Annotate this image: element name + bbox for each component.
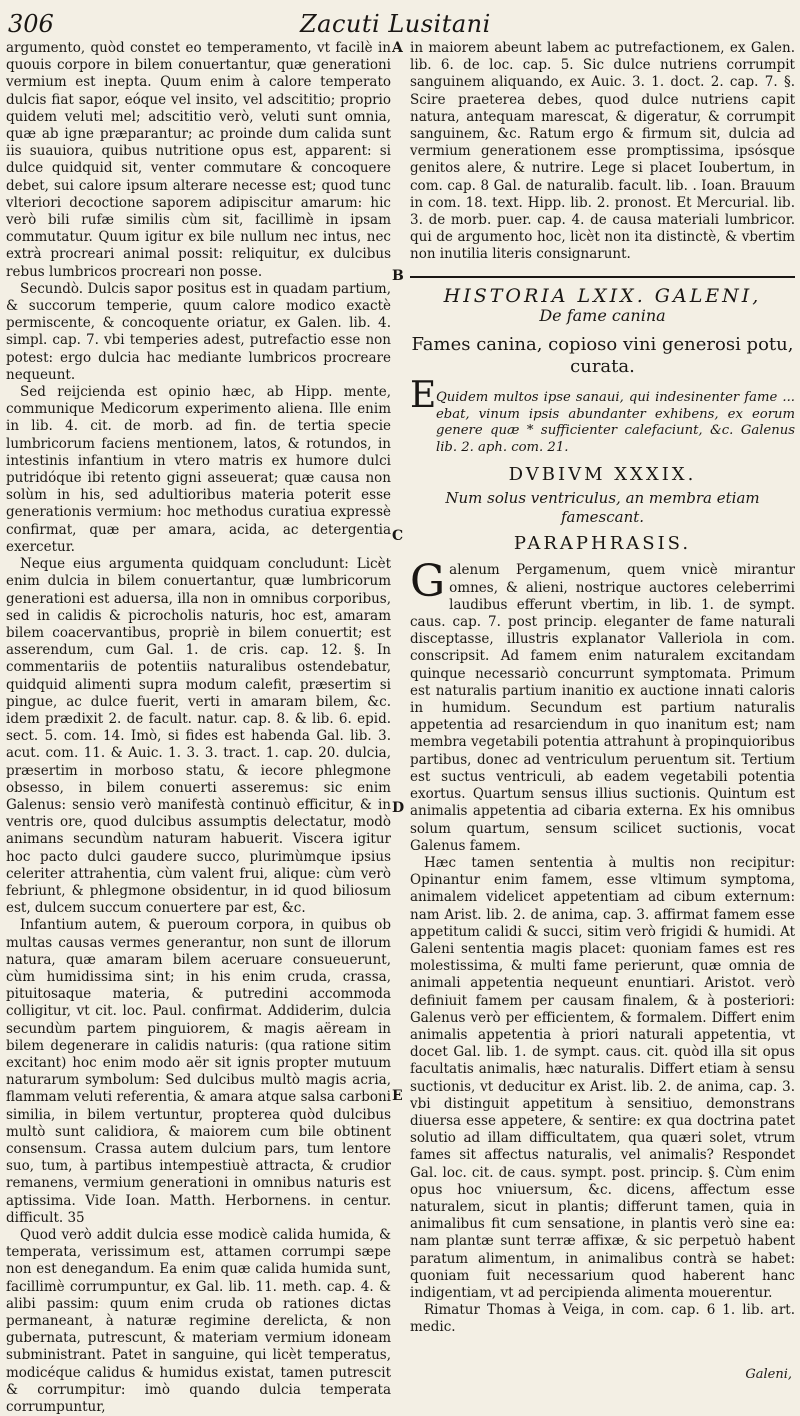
paraphrasis-paragraph: Rimatur Thomas à Veiga, in com. cap. 6 1. lib. art. medic. xyxy=(410,1302,795,1336)
left-paragraph: Secundò. Dulcis sapor positus est in quadam partium, & succorum temperie, quum calore modico exactè permiscente, & concoquente oriatur, ex Galen. lib. 4. simpl. cap. 7. vbi temperies adest, putrefactio esse non potest: ergo dulcia hac mediante lumbricos procreare nequeunt. xyxy=(6,280,391,383)
running-head: Zacuti Lusitani xyxy=(300,10,491,38)
dubium-title: DVBIVM XXXIX. xyxy=(508,464,697,486)
margin-letter-e: E xyxy=(392,1088,403,1104)
historia-title: HISTORIA LXIX. GALENI, xyxy=(443,284,762,307)
left-paragraph: argumento, quòd constet eo temperamento, vt facilè in quouis corpore in bilem conuertantur, quæ generationi vermium est inepta. Quum enim à calore temperato dulcis fiat sapor, eóque vel insito, vel adscititio; proprio quidem veluti mel; adscititio verò, veluti sunt omnia, quæ ab igne præparantur; ac proinde dum calida sunt iis suauiora, quibus nutritione opus est, apparent: si dulce quidquid sit, venter commutare & concoquere debet, sui calore ipsum alterare necesse est; quod tunc vlteriori decoctione saporem adipiscitur amarum: hic verò bili rufæ similis cùm sit, facillimè in ipsam commutatur. Quum igitur ex bile nullum nec intus, nec extrà procreari animal possit: reliquitur, ex dulcibus rebus lumbricos procreari non posse. xyxy=(6,40,391,280)
left-paragraph: Neque eius argumenta quidquam concludunt: Licèt enim dulcia in bilem conuertantur, quæ lumbricorum generationi est aduersa, illa non in omnibus corporibus, sed in calidis & picrocholis naturis, hoc est, amaram bilem coacervantibus, propriè in bilem conuertit; est asserendum, cum Gal. 1. de cris. cap. 12. §. In commentariis de potentiis naturalibus ostendebatur, quidquid alimenti supra modum calefit, præsertim si pingue, ac dulce fuerit, verti in amaram bilem, &c. idem prædixit 2. de facult. natur. cap. 8. & lib. 6. epid. sect. 5. com. 14. Imò, si fides est habenda Gal. lib. 3. acut. com. 11. & Auic. 1. 3. 3. tract. 1. cap. 20. dulcia, præsertim in morboso statu, & iecore phlegmone obsesso, in bilem conuerti asseremus: sic enim Galenus: sensio verò manifestà continuò efficitur, & in ventris ore, quod dulcibus assumptis delectatur, modò animans secundùm naturam habuerit. Viscera igitur hoc pacto dulci gaudere succo, plurimùmque ipsius celeriter attrahentia, cùm valent frui, alique: cùm verò febriunt, & phlegmone obsidentur, in id quod biliosum est, dulcem succum conuertere par est, &c. xyxy=(6,556,391,917)
right-column xyxy=(410,40,795,1337)
margin-letter-a: A xyxy=(392,40,403,56)
margin-letter-b: B xyxy=(392,268,404,284)
paraphrasis-title: PARAPHRASIS. xyxy=(513,533,692,555)
page-header xyxy=(0,6,800,40)
dubium-subtitle: Num solus ventriculus, an membra etiam famescant. xyxy=(445,489,760,527)
historia-caption: Fames canina, copioso vini generosi potu, curata. xyxy=(411,334,794,378)
paraphrasis-paragraph-text: alenum Pergamenum, quem vnicè mirantur omnes, & alieni, nostrique auctores celeberrimi laudibus efferunt vbertim, in lib. 1. de sympt. caus. cap. 7. post princip. eleganter de fame naturali disceptasse, illustris explanator Valleriola in com. conscripsit. Ad famem enim naturalem excitandam quinque necessariò concurrunt symptomata. Primum est naturalis partium inanitio ex auctione innati caloris in humidum. Secundum est partium naturalis appetentia ad resarciendum in quo inanitum est; nam membra vegetabili potentia attrahunt à propinquioribus partibus, donec ad ventriculum peruentum sit. Tertium est suctus ventriculi, ab eadem vegetabili potentia exortus. Quartum sensus illius suctionis. Quintum est animalis appetentia ad cibaria externa. Ex his omnibus solum quartum, sensum scilicet suctionis, vocat Galenus famem. xyxy=(410,562,795,854)
left-paragraph: Sed reijcienda est opinio hæc, ab Hipp. mente, communique Medicorum experimento aliena. Ille enim in lib. 4. cit. de morb. ad fin. de tertia specie lumbricorum faciens mentionem, latos, & rotundos, in intestinis infantium in vtero matris ex humore dulci putridóque ibi retento gigni asseuerat; quæ causa non solùm in his, sed adultioribus materia poterit esse generationis vermium: hoc methodus curatiua expressè confirmat, quæ per amara, acida, ac detergentia exercetur. xyxy=(6,384,391,555)
left-paragraph: Infantium autem, & pueroum corpora, in quibus ob multas causas vermes generantur, non sunt de illorum natura, quæ amaram bilem aceruare consueuerunt, cùm humidissima sint; in his enim cruda, crassa, pituitosaque materia, & putredini accommoda colligitur, vt cit. loc. Paul. confirmat. Addiderim, dulcia secundùm partem pinguiorem, & magis aëream in bilem degenerare in calidis naturis: (qua ratione sitim excitant) hoc enim modo aër sit ignis propter mutuum naturarum symbolum: Sed dulcibus multò magis acria, flammam veluti referentia, & amara atque salsa carboni similia, in bilem vertuntur, propterea quòd dulcibus multò sunt calidiora, & maiorem cum bile obtinent consensum. Crassa autem dulcium pars, tum lentore suo, tum, à partibus intempestiuè attracta, & crudior remanens, vermium generationi in omnibus naturis est aptissima. Vide Ioan. Matth. Herbornens. in centur. difficult. 35 xyxy=(6,917,391,1226)
left-paragraph: Quod verò addit dulcia esse modicè calida humida, & temperata, verissimum est, attamen corrumpi sæpe non est denegandum. Ea enim quæ calida humida sunt, facillimè corrumpuntur, ex Gal. lib. 11. meth. cap. 4. & alibi passim: quum enim cruda ob rationes dictas permaneant, à naturæ regimine derelicta, & non gubernata, putrescunt, & materiam vermium idoneam subministrant. Patet in sanguine, qui licèt temperatus, modicéque calidus & humidus existat, tamen putrescit & corrumpitur: imò quando dulcia temperata corrumpuntur, xyxy=(6,1227,391,1416)
quote-text: Quidem multos ipse sanaui, qui indesinenter fame ... ebat, vinum ipsis abundanter exhibens, ex eorum genere quæ * sufficienter calefaciunt, &c. Galenus lib. 2. aph. com. 21. xyxy=(436,390,795,455)
drop-letter-e: E xyxy=(410,375,437,417)
margin-letter-d: D xyxy=(392,800,405,816)
drop-letter-g: G xyxy=(410,556,446,608)
margin-letter-c: C xyxy=(392,528,404,544)
galen-quote xyxy=(410,375,795,456)
paraphrasis-paragraph: Hæc tamen sententia à multis non recipitur: Opinantur enim famem, esse vltimum symptoma, animalem videlicet appetentiam ad cibum externum: nam Arist. lib. 2. de anima, cap. 3. affirmat famem esse appetitum calidi & succi, sitim verò frigidi & humidi. At Galeni sententia magis placet: quoniam fames est res molestissima, & multi fame perierunt, quæ omnia de animali appetentia nequeunt enuntiari. Aristot. verò definiuit famem per causam finalem, & à posteriori: Galenus verò per efficientem, & formalem. Differt enim animalis appetentia à priori naturali appetentia, vt docet Gal. lib. 1. de sympt. caus. cit. quòd illa sit opus facultatis animalis, hæc naturalis. Differt etiam à sensu suctionis, vt deducitur ex Arist. lib. 2. de anima, cap. 3. vbi distinguit appetitum à sensitiuo, demonstrans diuersa esse appetere, & sentire: ex qua doctrina patet solutio ad illam difficultatem, qua quæri solet, vtrum fames sit affectus naturalis, vel animalis? Respondet Gal. loc. cit. de caus. sympt. post. princip. §. Cùm enim opus hoc vniuersum, &c. dicens, affectum esse naturalem, sicut in plantis; differunt tamen, quia in animalibus fit cum sensatione, in plantis verò sine ea: nam plantæ sunt terræ affixæ, & sic perpetuò habent paratum alimentum, in animalibus contrà se habet: quoniam fuit necessarium quod haberent hanc indigentiam, vt ad percipienda alimenta mouerentur. xyxy=(410,854,795,1301)
right-top-paragraph: in maiorem abeunt labem ac putrefactionem, ex Galen. lib. 6. de loc. cap. 5. Sic dulce nutriens corrumpit sanguinem aliquando, ex Auic. 3. 1. doct. 2. cap. 7. §. Scire praeterea debes, quod dulce nutriens capit natura, antequam marescat, & digeratur, & corrumpit sanguinem, &c. Ratum ergo & firmum sit, dulcia ad vermium generationem esse promptissima, ipsósque genitos alere, & nutrire. Lege si placet Ioubertum, in com. cap. 8 Gal. de naturalib. facult. lib. . Ioan. Brauum in com. 18. text. Hipp. lib. 2. pronost. Et Mercurial. lib. 3. de morb. puer. cap. 4. de causa materiali lumbricor. qui de argumento hoc, licèt non ita distinctè, & vbertim non inutilia literis consignarunt. xyxy=(410,40,795,263)
page-number: 306 xyxy=(8,10,54,38)
paraphrasis-paragraph xyxy=(410,556,795,854)
historia-subtitle: De fame canina xyxy=(539,305,666,325)
catchword: Galeni, xyxy=(745,1367,792,1382)
left-column xyxy=(6,40,391,1416)
section-rule xyxy=(410,276,795,278)
